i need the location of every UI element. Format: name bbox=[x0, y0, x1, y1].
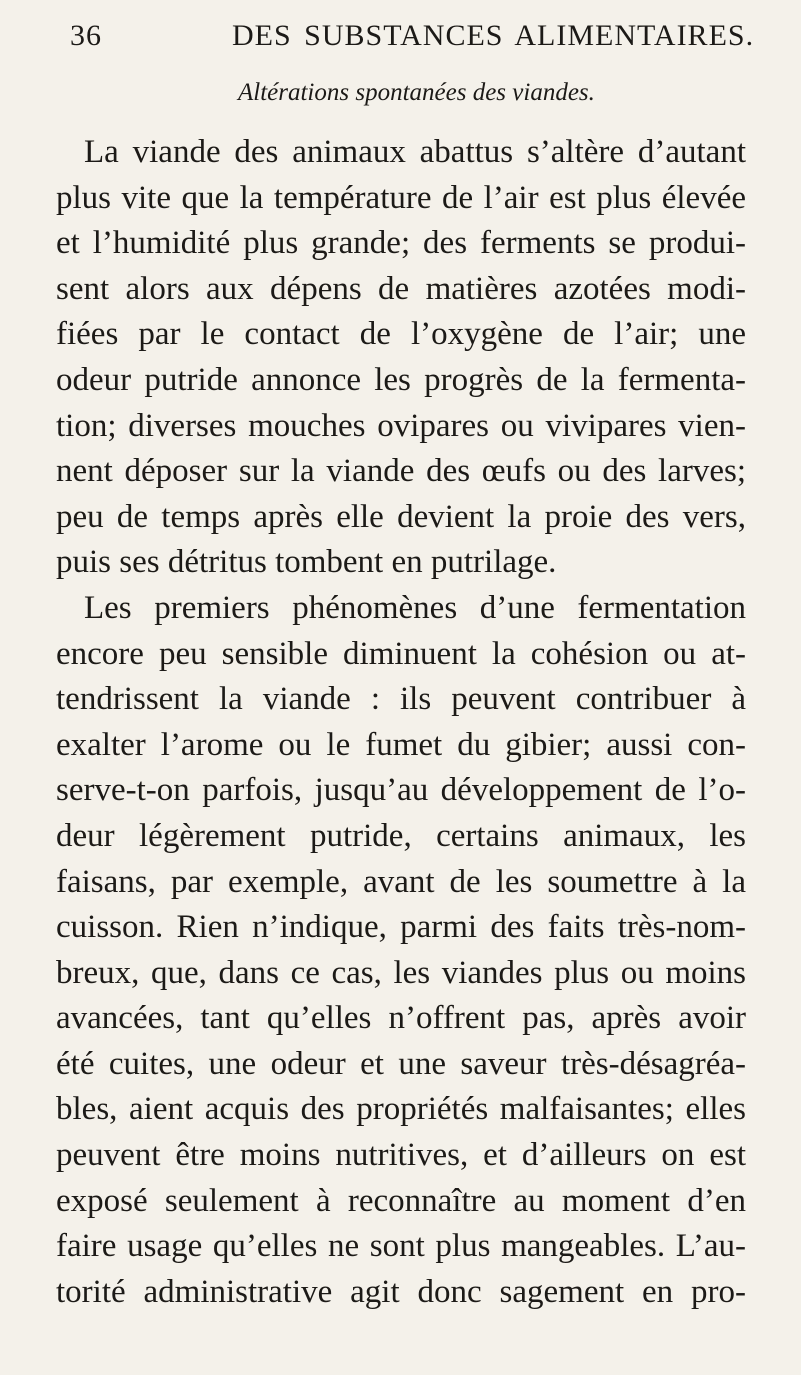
text-line: avancées, tant qu’elles n’offrent pas, après avoir bbox=[56, 1000, 746, 1037]
text-line: exposé seulement à reconnaître au moment d’en bbox=[56, 1182, 746, 1219]
text-line: bles, aient acquis des propriétés malfaisantes; elles bbox=[56, 1091, 746, 1128]
running-head bbox=[0, 16, 801, 56]
text-line: Les premiers phénomènes d’une fermentation bbox=[84, 589, 746, 626]
page-number: 36 bbox=[70, 19, 102, 52]
text-line: encore peu sensible diminuent la cohésion ou at- bbox=[56, 635, 746, 672]
text-line: peu de temps après elle devient la proie des vers, bbox=[56, 498, 746, 535]
section-title: Altérations spontanées des viandes. bbox=[238, 79, 595, 106]
text-line: nent déposer sur la viande des œufs ou des larves; bbox=[56, 453, 746, 490]
text-line: cuisson. Rien n’indique, parmi des faits très-nom- bbox=[56, 909, 746, 946]
body-text bbox=[56, 130, 746, 1315]
text-line: et l’humidité plus grande; des ferments se produi- bbox=[56, 225, 746, 262]
text-line: exalter l’arome ou le fumet du gibier; aussi con- bbox=[56, 726, 746, 763]
text-line: tendrissent la viande : ils peuvent contribuer à bbox=[56, 681, 746, 718]
text-line: odeur putride annonce les progrès de la fermenta- bbox=[56, 361, 746, 398]
text-line: fiées par le contact de l’oxygène de l’air; une bbox=[56, 316, 746, 353]
text-line: sent alors aux dépens de matières azotées modi- bbox=[56, 270, 746, 307]
running-title: DES SUBSTANCES ALIMENTAIRES. bbox=[232, 19, 755, 52]
text-line: été cuites, une odeur et une saveur très-désagréa- bbox=[56, 1045, 746, 1082]
text-line: faire usage qu’elles ne sont plus mangeables. L’au- bbox=[56, 1228, 746, 1265]
text-line: puis ses détritus tombent en putrilage. bbox=[56, 544, 557, 581]
text-line: serve-t-on parfois, jusqu’au développement de l’o- bbox=[56, 772, 746, 809]
text-line: plus vite que la température de l’air est plus élevée bbox=[56, 179, 746, 216]
text-line: faisans, par exemple, avant de les soumettre à la bbox=[56, 863, 746, 900]
text-line: peuvent être moins nutritives, et d’ailleurs on est bbox=[56, 1137, 746, 1174]
text-line: breux, que, dans ce cas, les viandes plus ou moins bbox=[56, 954, 746, 991]
text-line: deur légèrement putride, certains animaux, les bbox=[56, 817, 746, 854]
text-line: La viande des animaux abattus s’altère d’autant bbox=[84, 134, 746, 170]
text-line: torité administrative agit donc sagement en pro- bbox=[56, 1273, 746, 1310]
text-line: tion; diverses mouches ovipares ou vivipares vien- bbox=[56, 407, 746, 444]
